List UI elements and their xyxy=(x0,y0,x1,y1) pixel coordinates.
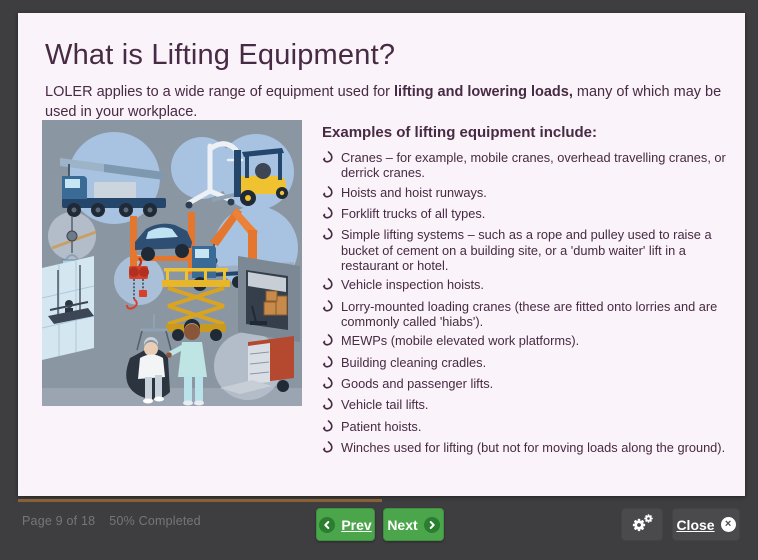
page-title: What is Lifting Equipment? xyxy=(45,39,396,71)
hook-bullet-icon xyxy=(322,151,335,167)
hook-bullet-icon xyxy=(322,278,335,294)
lifting-equipment-illustration xyxy=(42,120,302,406)
hook-bullet-icon xyxy=(322,207,335,223)
list-item-text: Cranes – for example, mobile cranes, overhead travelling cranes, or derrick cranes. xyxy=(341,150,726,181)
hook-bullet-icon xyxy=(322,398,335,414)
list-item-text: MEWPs (mobile elevated work platforms). xyxy=(341,333,580,349)
page-number-label: Page 9 of 18 xyxy=(22,514,96,528)
next-button[interactable] xyxy=(383,508,444,541)
intro-text: LOLER applies to a wide range of equipment used for xyxy=(45,84,395,100)
close-button[interactable] xyxy=(672,508,740,541)
list-item-text: Winches used for lifting (but not for moving loads along the ground). xyxy=(341,440,726,456)
cogs-icon xyxy=(630,513,654,536)
progress-bar xyxy=(18,499,745,502)
next-button-label: Next xyxy=(387,516,418,533)
page-status xyxy=(22,514,215,528)
list-item-text: Goods and passenger lifts. xyxy=(341,376,494,392)
list-item-text: Vehicle tail lifts. xyxy=(341,397,429,413)
list-item-text: Patient hoists. xyxy=(341,418,422,434)
intro-bold-text: lifting and lowering loads, xyxy=(394,84,573,100)
list-item xyxy=(322,185,744,202)
equipment-list xyxy=(322,150,744,458)
hook-bullet-icon xyxy=(322,420,335,436)
hook-bullet-icon xyxy=(322,334,335,350)
list-item-text: Hoists and hoist runways. xyxy=(341,184,487,200)
settings-button[interactable] xyxy=(621,508,663,541)
lifting-equipment-illustration-svg xyxy=(42,120,302,406)
prev-button[interactable] xyxy=(316,508,375,541)
chevron-right-icon xyxy=(424,517,440,533)
completed-label: 50% Completed xyxy=(109,514,201,528)
progress-bar-fill xyxy=(18,499,382,502)
slide-card xyxy=(18,13,745,496)
list-item xyxy=(322,150,744,181)
hook-bullet-icon xyxy=(322,356,335,372)
chevron-left-icon xyxy=(319,517,335,533)
loading-dock-graphic xyxy=(238,256,300,342)
list-item-text: Vehicle inspection hoists. xyxy=(341,277,484,293)
hook-bullet-icon xyxy=(322,377,335,393)
list-item xyxy=(322,440,744,457)
hook-bullet-icon xyxy=(322,186,335,202)
hook-bullet-icon xyxy=(322,300,335,316)
list-item xyxy=(322,397,744,414)
list-item xyxy=(322,376,744,393)
list-item-text: Simple lifting systems – such as a rope and pulley used to raise a bucket of cement on a building site, or a 'dumb waiter' lift in a restaurant or hotel. xyxy=(341,227,712,274)
list-item xyxy=(322,333,744,350)
list-item xyxy=(322,227,744,273)
list-item xyxy=(322,355,744,372)
list-item-text: Lorry-mounted loading cranes (these are fitted onto lorries and are commonly called 'hiabs'). xyxy=(341,298,718,330)
list-item xyxy=(322,206,744,223)
prev-button-label: Prev xyxy=(341,516,372,533)
hook-bullet-icon xyxy=(322,441,335,457)
intro-paragraph xyxy=(45,82,739,123)
close-button-label: Close xyxy=(676,516,715,533)
list-heading: Examples of lifting equipment include: xyxy=(322,124,598,141)
list-item-text: Forklift trucks of all types. xyxy=(341,206,486,222)
list-item xyxy=(322,277,744,294)
list-item-text: Building cleaning cradles. xyxy=(341,354,487,370)
close-icon: × xyxy=(721,517,736,532)
list-item xyxy=(322,419,744,436)
examples-section xyxy=(322,124,744,462)
list-item xyxy=(322,299,744,330)
intro-text-suffix: many of which may be used in your workplace. xyxy=(45,84,722,121)
hook-bullet-icon xyxy=(322,228,335,244)
cleaning-cradle-graphic xyxy=(42,256,94,360)
